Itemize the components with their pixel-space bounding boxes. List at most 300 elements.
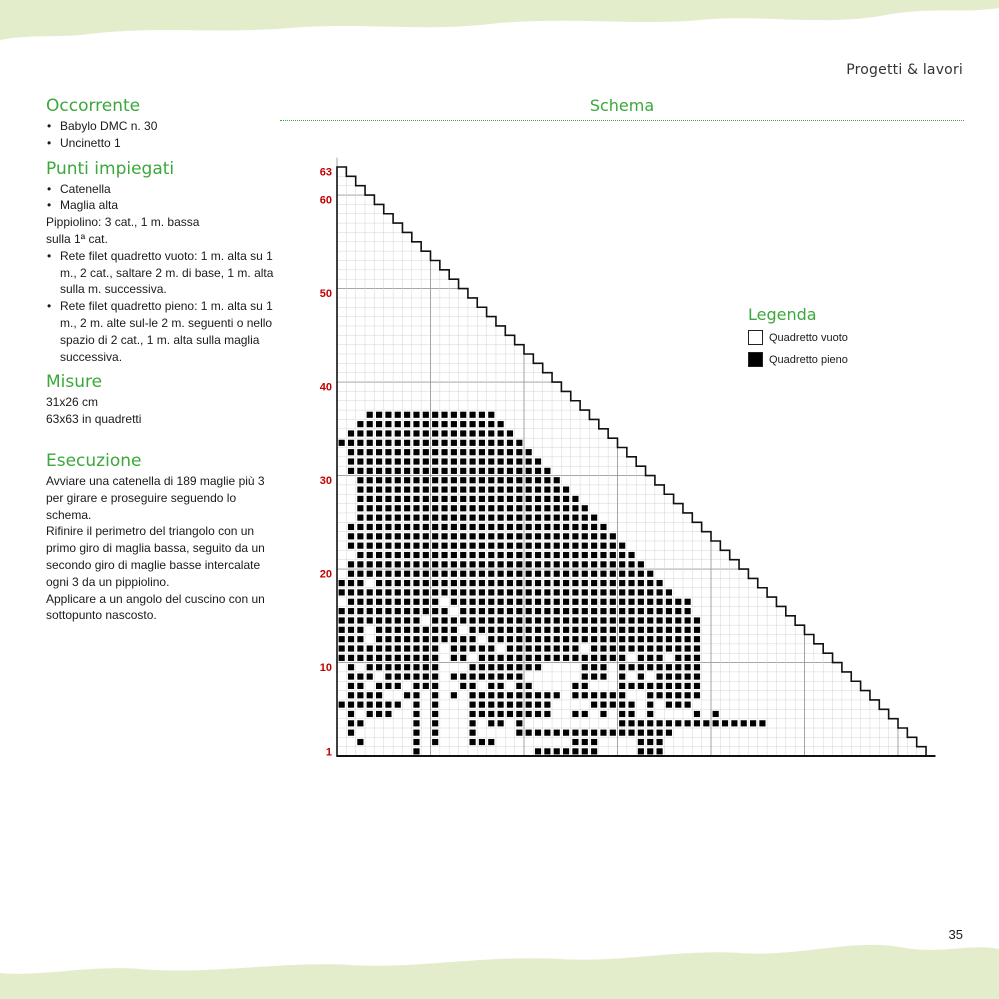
filled-cell <box>535 571 541 577</box>
filled-cell <box>385 533 391 539</box>
filled-cell <box>376 449 382 455</box>
filled-cell <box>516 515 522 521</box>
filled-cell <box>432 739 438 745</box>
filled-cell <box>516 683 522 689</box>
filled-cell <box>507 533 513 539</box>
filled-cell <box>348 627 354 633</box>
filled-cell <box>488 674 494 680</box>
filled-cell <box>600 617 606 623</box>
filled-cell <box>385 702 391 708</box>
filled-cell <box>535 599 541 605</box>
filled-cell <box>385 683 391 689</box>
legend-title: Legenda <box>748 305 817 324</box>
filled-cell <box>479 505 485 511</box>
filled-cell <box>638 636 644 642</box>
filled-cell <box>516 543 522 549</box>
filled-cell <box>470 468 476 474</box>
filled-cell <box>657 720 663 726</box>
filled-cell <box>451 571 457 577</box>
filled-cell <box>628 711 634 717</box>
filled-cell <box>554 636 560 642</box>
filled-cell <box>544 561 550 567</box>
filled-cell <box>507 571 513 577</box>
filled-cell <box>600 608 606 614</box>
filled-cell <box>479 589 485 595</box>
filled-cell <box>432 458 438 464</box>
filled-cell <box>395 430 401 436</box>
filled-cell <box>600 674 606 680</box>
filled-cell <box>432 608 438 614</box>
filled-cell <box>441 589 447 595</box>
filled-cell <box>395 496 401 502</box>
filled-cell <box>413 655 419 661</box>
filled-cell <box>526 636 532 642</box>
filled-cell <box>610 571 616 577</box>
filled-cell <box>526 477 532 483</box>
filled-cell <box>685 627 691 633</box>
filled-cell <box>357 720 363 726</box>
filled-cell <box>572 524 578 530</box>
filled-cell <box>339 608 345 614</box>
filled-cell <box>367 430 373 436</box>
filled-cell <box>610 617 616 623</box>
filled-cell <box>600 702 606 708</box>
filled-cell <box>572 496 578 502</box>
filled-cell <box>385 505 391 511</box>
filled-cell <box>554 533 560 539</box>
filled-cell <box>582 589 588 595</box>
filled-cell <box>479 421 485 427</box>
filled-cell <box>675 692 681 698</box>
filled-cell <box>619 571 625 577</box>
filled-cell <box>470 627 476 633</box>
filled-cell <box>582 599 588 605</box>
filled-cell <box>395 571 401 577</box>
filled-cell <box>451 692 457 698</box>
filled-cell <box>460 505 466 511</box>
filled-cell <box>339 645 345 651</box>
filled-cell <box>591 636 597 642</box>
filled-cell <box>563 515 569 521</box>
filled-cell <box>526 571 532 577</box>
filled-cell <box>647 580 653 586</box>
filled-cell <box>507 468 513 474</box>
filled-cell <box>432 421 438 427</box>
filled-cell <box>516 524 522 530</box>
filled-cell <box>357 449 363 455</box>
filled-cell <box>423 458 429 464</box>
filled-cell <box>376 552 382 558</box>
filled-cell <box>554 543 560 549</box>
filled-cell <box>423 533 429 539</box>
filled-cell <box>498 608 504 614</box>
filled-cell <box>348 711 354 717</box>
filled-cell <box>357 580 363 586</box>
filled-cell <box>628 552 634 558</box>
filled-cell <box>628 617 634 623</box>
filled-cell <box>479 645 485 651</box>
filled-cell <box>376 477 382 483</box>
filled-cell <box>591 580 597 586</box>
filled-cell <box>685 655 691 661</box>
filled-cell <box>526 533 532 539</box>
filled-cell <box>666 692 672 698</box>
filled-cell <box>423 561 429 567</box>
filled-cell <box>600 589 606 595</box>
filled-cell <box>348 543 354 549</box>
filled-cell <box>404 664 410 670</box>
filled-cell <box>638 599 644 605</box>
filled-cell <box>703 720 709 726</box>
filled-cell <box>470 487 476 493</box>
filled-cell <box>395 702 401 708</box>
filled-cell <box>554 599 560 605</box>
filled-cell <box>675 636 681 642</box>
filled-cell <box>367 589 373 595</box>
filled-cell <box>610 655 616 661</box>
filled-cell <box>413 711 419 717</box>
filled-cell <box>413 561 419 567</box>
filled-cell <box>526 458 532 464</box>
filled-cell <box>367 608 373 614</box>
filled-cell <box>348 449 354 455</box>
filled-cell <box>479 468 485 474</box>
filled-cell <box>516 487 522 493</box>
filet-chart <box>300 155 940 765</box>
filled-cell <box>591 571 597 577</box>
filled-cell <box>376 580 382 586</box>
filled-cell <box>628 664 634 670</box>
filled-cell <box>647 608 653 614</box>
filled-cell <box>647 627 653 633</box>
row-label: 10 <box>319 662 332 675</box>
filled-cell <box>582 561 588 567</box>
filled-cell <box>694 617 700 623</box>
filled-cell <box>535 468 541 474</box>
filled-cell <box>432 589 438 595</box>
filled-cell <box>638 627 644 633</box>
filled-cell <box>582 739 588 745</box>
filled-square-icon <box>748 352 763 367</box>
filled-cell <box>526 730 532 736</box>
filled-cell <box>647 636 653 642</box>
filled-cell <box>582 608 588 614</box>
filled-cell <box>554 552 560 558</box>
filled-cell <box>694 645 700 651</box>
filled-cell <box>610 580 616 586</box>
filled-cell <box>423 543 429 549</box>
filled-cell <box>376 440 382 446</box>
filled-cell <box>488 720 494 726</box>
filled-cell <box>423 599 429 605</box>
filled-cell <box>470 412 476 418</box>
filled-cell <box>348 608 354 614</box>
filled-cell <box>432 487 438 493</box>
filled-cell <box>432 533 438 539</box>
filled-cell <box>619 655 625 661</box>
filled-cell <box>451 449 457 455</box>
filled-cell <box>395 533 401 539</box>
filled-cell <box>460 580 466 586</box>
filled-cell <box>376 496 382 502</box>
filled-cell <box>348 636 354 642</box>
filled-cell <box>395 655 401 661</box>
row-label: 40 <box>319 381 332 394</box>
filled-cell <box>544 692 550 698</box>
filled-cell <box>357 496 363 502</box>
filled-cell <box>675 599 681 605</box>
filled-cell <box>647 645 653 651</box>
filled-cell <box>535 458 541 464</box>
filled-cell <box>507 458 513 464</box>
filled-cell <box>526 692 532 698</box>
filled-cell <box>395 561 401 567</box>
filled-cell <box>441 533 447 539</box>
filled-cell <box>470 561 476 567</box>
filled-cell <box>348 599 354 605</box>
filled-cell <box>488 664 494 670</box>
filled-cell <box>516 589 522 595</box>
filled-cell <box>685 683 691 689</box>
filled-cell <box>498 421 504 427</box>
filled-cell <box>507 515 513 521</box>
filled-cell <box>722 720 728 726</box>
filled-cell <box>591 674 597 680</box>
filled-cell <box>404 440 410 446</box>
filled-cell <box>694 720 700 726</box>
filled-cell <box>395 674 401 680</box>
filled-cell <box>404 543 410 549</box>
filled-cell <box>507 496 513 502</box>
filled-cell <box>357 552 363 558</box>
filled-cell <box>675 627 681 633</box>
filled-cell <box>526 608 532 614</box>
filled-cell <box>376 711 382 717</box>
filled-cell <box>535 608 541 614</box>
filled-cell <box>423 674 429 680</box>
filled-cell <box>348 440 354 446</box>
filled-cell <box>526 683 532 689</box>
filled-cell <box>441 580 447 586</box>
filled-cell <box>507 636 513 642</box>
filled-cell <box>413 674 419 680</box>
filled-cell <box>507 627 513 633</box>
filled-cell <box>685 645 691 651</box>
filled-cell <box>479 627 485 633</box>
filled-cell <box>554 617 560 623</box>
filled-cell <box>628 636 634 642</box>
filled-cell <box>516 711 522 717</box>
filled-cell <box>441 571 447 577</box>
filled-cell <box>600 552 606 558</box>
filled-cell <box>470 720 476 726</box>
filled-cell <box>526 664 532 670</box>
filled-cell <box>498 580 504 586</box>
filled-cell <box>600 692 606 698</box>
filled-cell <box>339 702 345 708</box>
filled-cell <box>582 711 588 717</box>
filled-cell <box>563 636 569 642</box>
filled-cell <box>441 430 447 436</box>
filled-cell <box>367 543 373 549</box>
filled-cell <box>460 683 466 689</box>
filled-cell <box>647 702 653 708</box>
filled-cell <box>413 543 419 549</box>
filled-cell <box>451 674 457 680</box>
filled-cell <box>404 608 410 614</box>
filled-cell <box>470 477 476 483</box>
filled-cell <box>479 655 485 661</box>
filled-cell <box>385 636 391 642</box>
filled-cell <box>404 561 410 567</box>
filled-cell <box>647 748 653 754</box>
filled-cell <box>451 412 457 418</box>
filled-cell <box>535 552 541 558</box>
filled-cell <box>488 496 494 502</box>
filled-cell <box>404 692 410 698</box>
filled-cell <box>479 617 485 623</box>
schema-divider <box>280 120 964 121</box>
filled-cell <box>647 599 653 605</box>
filled-cell <box>404 458 410 464</box>
filled-cell <box>507 552 513 558</box>
filled-cell <box>432 477 438 483</box>
filled-cell <box>498 468 504 474</box>
filled-cell <box>413 692 419 698</box>
filled-cell <box>638 655 644 661</box>
filled-cell <box>432 711 438 717</box>
filled-cell <box>544 655 550 661</box>
filled-cell <box>657 683 663 689</box>
filled-cell <box>563 487 569 493</box>
filled-cell <box>610 636 616 642</box>
filled-cell <box>657 748 663 754</box>
filled-cell <box>516 702 522 708</box>
filled-cell <box>498 599 504 605</box>
filled-cell <box>423 515 429 521</box>
filled-cell <box>628 571 634 577</box>
filled-cell <box>357 505 363 511</box>
filled-cell <box>460 552 466 558</box>
filled-cell <box>432 561 438 567</box>
filled-cell <box>470 702 476 708</box>
filled-cell <box>404 515 410 521</box>
filled-cell <box>413 702 419 708</box>
filled-cell <box>441 543 447 549</box>
filled-cell <box>348 561 354 567</box>
filled-cell <box>572 711 578 717</box>
filled-cell <box>376 561 382 567</box>
filled-cell <box>507 617 513 623</box>
filled-cell <box>348 430 354 436</box>
filled-cell <box>395 515 401 521</box>
filled-cell <box>432 543 438 549</box>
filled-cell <box>395 552 401 558</box>
filled-cell <box>432 730 438 736</box>
filled-cell <box>498 617 504 623</box>
filled-cell <box>470 496 476 502</box>
filled-cell <box>432 617 438 623</box>
filled-cell <box>610 730 616 736</box>
list-item: • Uncinetto 1 <box>46 135 276 152</box>
filled-cell <box>582 571 588 577</box>
filled-cell <box>516 627 522 633</box>
filled-cell <box>675 608 681 614</box>
filled-cell <box>413 739 419 745</box>
filled-cell <box>647 683 653 689</box>
filled-cell <box>488 580 494 586</box>
filled-cell <box>367 449 373 455</box>
filled-cell <box>600 599 606 605</box>
filled-cell <box>451 533 457 539</box>
filled-cell <box>470 421 476 427</box>
filled-cell <box>479 702 485 708</box>
filled-cell <box>572 533 578 539</box>
filled-cell <box>516 552 522 558</box>
filled-cell <box>385 589 391 595</box>
filled-cell <box>460 524 466 530</box>
filled-cell <box>685 692 691 698</box>
filled-cell <box>432 505 438 511</box>
filled-cell <box>666 599 672 605</box>
filled-cell <box>526 645 532 651</box>
filled-cell <box>516 505 522 511</box>
filled-cell <box>526 561 532 567</box>
filled-cell <box>432 645 438 651</box>
filled-cell <box>657 617 663 623</box>
filled-cell <box>413 496 419 502</box>
filled-cell <box>535 664 541 670</box>
filled-cell <box>619 674 625 680</box>
filled-cell <box>348 664 354 670</box>
filled-cell <box>591 748 597 754</box>
filled-cell <box>395 477 401 483</box>
filled-cell <box>348 720 354 726</box>
filled-cell <box>376 636 382 642</box>
filled-cell <box>470 458 476 464</box>
filled-cell <box>488 440 494 446</box>
filled-cell <box>395 599 401 605</box>
filled-cell <box>544 515 550 521</box>
filled-cell <box>507 505 513 511</box>
filled-cell <box>713 720 719 726</box>
filled-cell <box>610 552 616 558</box>
filled-cell <box>395 412 401 418</box>
filled-cell <box>357 608 363 614</box>
filled-cell <box>460 608 466 614</box>
filled-cell <box>516 580 522 586</box>
filled-cell <box>638 617 644 623</box>
filled-cell <box>507 561 513 567</box>
filled-cell <box>619 589 625 595</box>
filled-cell <box>367 487 373 493</box>
filled-cell <box>544 627 550 633</box>
filled-cell <box>685 720 691 726</box>
filled-cell <box>516 636 522 642</box>
filled-cell <box>348 533 354 539</box>
filled-cell <box>526 627 532 633</box>
filled-cell <box>563 608 569 614</box>
filled-cell <box>404 421 410 427</box>
section-header: Progetti & lavori <box>846 62 963 78</box>
filled-cell <box>507 692 513 698</box>
filled-cell <box>441 477 447 483</box>
filled-cell <box>451 599 457 605</box>
filled-cell <box>713 711 719 717</box>
filled-cell <box>404 645 410 651</box>
filled-cell <box>470 645 476 651</box>
filled-cell <box>638 571 644 577</box>
